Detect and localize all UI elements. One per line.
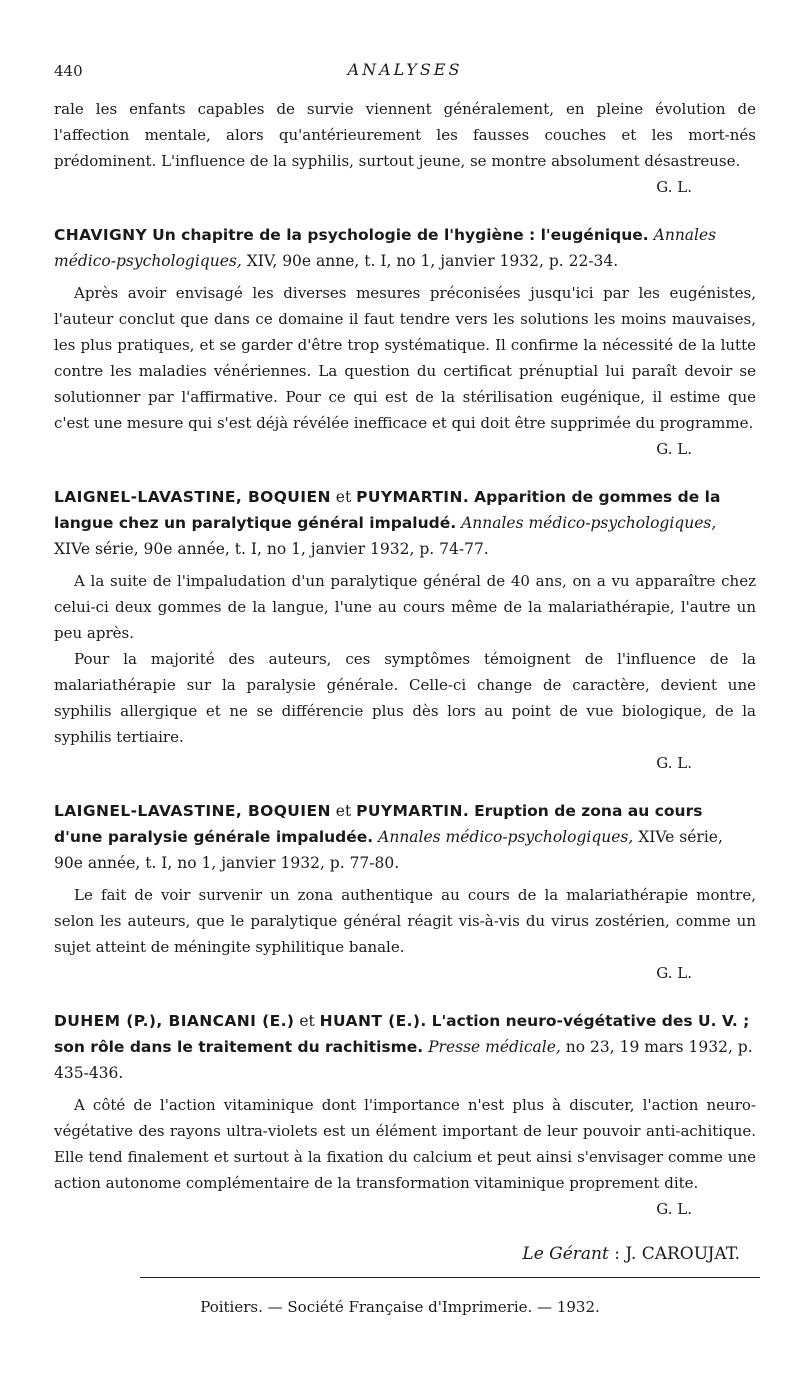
review-author-connector: et	[335, 488, 352, 506]
reviews-list	[54, 222, 756, 1222]
review-paragraph: Après avoir envisagé les diverses mesures préconisées jusqu'ici par les eugénistes, l'auteur conclut que dans ce domaine il faut tendre vers les solutions les moins mauvaises, les plus pratiques, et se garder d'être trop systématique. Il confirme la nécessité de la lutte contre les maladies vénériennes. La question du certificat prénuptial lui paraît devoir se solutionner par l'affirmative. Pour ce qui est de la stérilisation eugénique, il estime que c'est une mesure qui s'est déjà révélée inefficace et qui doit être supprimée du programme.	[54, 284, 756, 432]
gerant-separator: :	[614, 1244, 620, 1264]
review-journal: Annales médico-psychologiques,	[54, 226, 717, 270]
review-heading	[54, 484, 756, 562]
review-citation: XIVe série, 90e année, t. I, no 1, janvier 1932, p. 74-77.	[54, 540, 489, 558]
review-journal: Presse médicale,	[428, 1038, 561, 1056]
review-citation: no 23, 19 mars 1932, p. 435-436.	[54, 1038, 753, 1082]
review-entry	[54, 222, 756, 462]
review-paragraph: Pour la majorité des auteurs, ces symptômes témoignent de l'influence de la malariathérapie sur la paralysie générale. Celle-ci change de caractère, devient une syphilis allergique et ne se différencie plus dès lors au point de vue biologique, de la syphilis tertiaire.	[54, 650, 756, 746]
review-title: Eruption de zona au cours d'une paralysie générale impaludée.	[54, 802, 703, 846]
review-author-connector: et	[335, 802, 352, 820]
review-title: Apparition de gommes de la langue chez un paralytique général impaludé.	[54, 488, 721, 532]
review-authors: DUHEM (P.), BIANCANI (E.)	[54, 1012, 295, 1030]
review-paragraph: A côté de l'action vitaminique dont l'importance n'est plus à discuter, l'action neuro-végétative des rayons ultra-violets est un élément important de leur pouvoir anti-achitique. Elle tend finalement et surtout à la fixation du calcium et peut ainsi s'envisager comme une action autonome complémentaire de la transformation vitaminique proprement dite.	[54, 1096, 756, 1192]
page-header	[54, 52, 756, 80]
page-number: 440	[54, 62, 83, 80]
running-title: ANALYSES	[347, 60, 463, 79]
review-journal: Annales médico-psychologiques,	[378, 828, 634, 846]
review-citation: XIVe série, 90e année, t. I, no 1, janvier 1932, p. 77-80.	[54, 828, 723, 872]
review-heading	[54, 1008, 756, 1086]
review-authors: CHAVIGNY	[54, 226, 148, 244]
review-last-author: PUYMARTIN.	[356, 802, 470, 820]
review-paragraph: A la suite de l'impaludation d'un paralytique général de 40 ans, on a vu apparaître chez celui-ci deux gommes de la langue, l'une au cours même de la malariathérapie, l'autre un peu après.	[54, 572, 756, 642]
review-authors: LAIGNEL-LAVASTINE, BOQUIEN	[54, 802, 331, 820]
review-heading	[54, 798, 756, 876]
page	[54, 52, 756, 1222]
review-journal: Annales médico-psychologiques,	[461, 514, 717, 532]
continuation-paragraph	[54, 96, 756, 200]
signature: G. L.	[656, 964, 692, 982]
review-title: Un chapitre de la psychologie de l'hygiène : l'eugénique.	[152, 226, 649, 244]
review-title: L'action neuro-végétative des U. V. ; son rôle dans le traitement du rachitisme.	[54, 1012, 750, 1056]
review-last-author: PUYMARTIN.	[356, 488, 470, 506]
review-author-connector: et	[299, 1012, 315, 1030]
review-entry	[54, 484, 756, 776]
imprint-line: Poitiers. — Société Française d'Imprimerie. — 1932.	[200, 1298, 600, 1316]
review-last-author: HUANT (E.).	[319, 1012, 427, 1030]
review-entry	[54, 798, 756, 986]
review-entry	[54, 1008, 756, 1222]
gerant-name: J. CAROUJAT.	[625, 1244, 740, 1264]
review-authors: LAIGNEL-LAVASTINE, BOQUIEN	[54, 488, 331, 506]
review-paragraph: Le fait de voir survenir un zona authentique au cours de la malariathérapie montre, selon les auteurs, que le paralytique général réagit vis-à-vis du virus zostérien, comme un sujet atteint de méningite syphilitique banale.	[54, 886, 756, 956]
continuation-text: rale les enfants capables de survie viennent généralement, en pleine évolution de l'affection mentale, alors qu'antérieurement les fausses couches et les mort-nés prédominent. L'influence de la syphilis, surtout jeune, se montre absolument désastreuse.	[54, 100, 756, 170]
footer-rule	[140, 1277, 760, 1278]
signature: G. L.	[656, 440, 692, 458]
signature: G. L.	[656, 754, 692, 772]
signature: G. L.	[656, 1200, 692, 1218]
gerant-line	[522, 1244, 740, 1264]
review-citation: XIV, 90e anne, t. I, no 1, janvier 1932, p. 22-34.	[246, 252, 619, 270]
gerant-label: Le Gérant	[522, 1244, 609, 1264]
signature: G. L.	[656, 178, 692, 196]
review-heading	[54, 222, 756, 274]
